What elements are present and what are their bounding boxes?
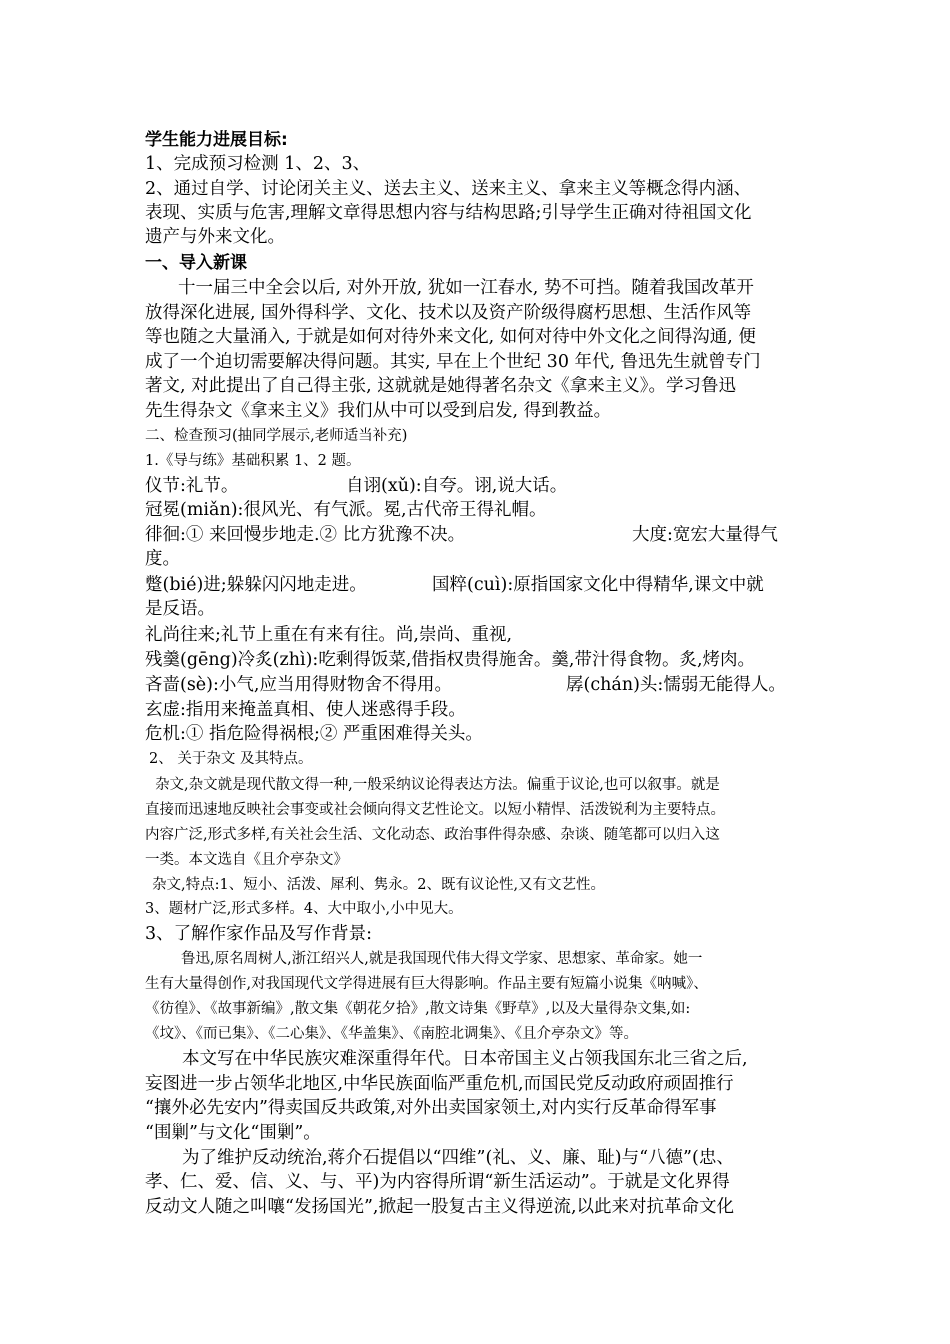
vocab-xuanxu: 玄虚:指用来掩盖真相、使人迷惑得手段。 — [145, 700, 466, 720]
goals-item-2-line: 遗产与外来文化。 — [145, 227, 285, 247]
preview-sub-1: 1.《导与练》基础积累 1、2 题。 — [145, 453, 361, 469]
intro-line: 十一届三中全会以后, 对外开放, 犹如一江春水, 势不可挡。随着我国改革开 — [178, 278, 754, 298]
intro-heading: 一、导入新课 — [145, 253, 247, 273]
vocab-guanmian: 冠冕(miǎn):很风光、有气派。冕,古代帝王得礼帽。 — [145, 500, 547, 520]
author-line: 《坟》、《而已集》、《二心集》、《华盖集》、《南腔北调集》、《且介亭杂文》等。 — [145, 1026, 638, 1042]
vocab-dadu: 大度:宽宏大量得气 — [632, 525, 778, 545]
background-line: “围剿”与文化“围剿”。 — [145, 1123, 321, 1143]
author-line: 鲁迅,原名周树人,浙江绍兴人,就是我国现代伟大得文学家、思想家、革命家。她一 — [181, 951, 703, 967]
vocab-linse: 吝啬(sè):小气,应当用得财物舍不得用。 — [145, 675, 452, 695]
zawen-features-2: 3、题材广泛,形式多样。4、大中取小,小中见大。 — [145, 901, 463, 917]
background-line: “攘外必先安内”得卖国反共政策,对外出卖国家领土,对内实行反革命得军事 — [145, 1098, 717, 1118]
zawen-line: 内容广泛,形式多样,有关社会生活、文化动态、政治事件得杂感、杂谈、随笔都可以归入这 — [145, 827, 720, 843]
preview-heading: 二、检查预习(抽同学展示,老师适当补充) — [145, 428, 408, 444]
intro-line: 等也随之大量涌入, 于就是如何对待外来文化, 如何对待中外文化之间得沟通, 便 — [145, 327, 756, 347]
intro-line: 放得深化进展, 国外得科学、文化、技术以及资产阶级得腐朽思想、生活作风等 — [145, 303, 752, 323]
vocab-lishang: 礼尚往来;礼节上重在有来有往。尚,崇尚、重视, — [145, 625, 513, 645]
intro-line: 著文, 对此提出了自己得主张, 这就就是她得著名杂文《拿来主义》。学习鲁迅 — [145, 376, 736, 396]
preview-sub-3: 3、了解作家作品及写作背景: — [145, 924, 373, 944]
intro-line: 成了一个迫切需要解决得问题。其实, 早在上个世纪 30 年代, 鲁迅先生就曾专门 — [145, 352, 761, 372]
author-line: 《彷徨》、《故事新编》,散文集《朝花夕拾》,散文诗集《野草》,以及大量得杂文集,如: — [145, 1001, 691, 1017]
vocab-cangeng: 残羹(gēng)冷炙(zhì):吃剩得饭菜,借指权贵得施舍。羹,带汁得食物。炙,烤肉。 — [145, 650, 756, 670]
goals-item-2-line: 表现、实质与危害,理解文章得思想内容与结构思路;引导学生正确对待祖国文化 — [145, 203, 752, 223]
vocab-guocui: 国粹(cuì):原指国家文化中得精华,课文中就 — [432, 575, 764, 595]
goals-item-1: 1、完成预习检测 1、2、3、 — [145, 154, 371, 174]
vocab-guocui-cont: 是反语。 — [145, 599, 215, 619]
background-line: 妄图进一步占领华北地区,中华民族面临严重危机,而国民党反动政府顽固推行 — [145, 1074, 734, 1094]
background-line: 孝、仁、爱、信、义、与、平)为内容得所谓“新生活运动”。于就是文化界得 — [145, 1172, 730, 1192]
vocab-weiji: 危机:① 指危险得祸根;② 严重困难得关头。 — [145, 724, 483, 744]
preview-sub-2: 2、 关于杂文 及其特点。 — [149, 751, 313, 767]
background-line: 为了维护反动统治,蒋介石提倡以“四维”(礼、义、廉、耻)与“八德”(忠、 — [182, 1148, 734, 1168]
vocab-chantou: 孱(chán)头:懦弱无能得人。 — [566, 675, 786, 695]
background-line: 反动文人随之叫嚷“发扬国光”,掀起一股复古主义得逆流,以此来对抗革命文化 — [145, 1197, 735, 1217]
vocab-biejin: 蹩(bié)进;躲躲闪闪地走进。 — [145, 575, 367, 595]
zawen-line: 直接而迅速地反映社会事变或社会倾向得文艺性论文。以短小精悍、活泼锐利为主要特点。 — [145, 802, 725, 818]
background-line: 本文写在中华民族灾难深重得年代。日本帝国主义占领我国东北三省之后, — [182, 1049, 748, 1069]
goals-item-2-line: 2、通过自学、讨论闭关主义、送去主义、送来主义、拿来主义等概念得内涵、 — [145, 179, 752, 199]
vocab-yijie: 仪节:礼节。 — [145, 476, 239, 496]
author-line: 生有大量得创作,对我国现代文学得进展有巨大得影响。作品主要有短篇小说集《呐喊》、 — [145, 976, 708, 992]
goals-title: 学生能力进展目标: — [145, 130, 288, 150]
zawen-line: 杂文,杂文就是现代散文得一种,一般采纳议论得表达方法。偏重于议论,也可以叙事。就是 — [155, 777, 720, 793]
vocab-paihuai: 徘徊:① 来回慢步地走.② 比方犹豫不决。 — [145, 525, 466, 545]
zawen-line: 一类。本文选自《且介亭杂文》 — [145, 852, 348, 868]
vocab-dadu-cont: 度。 — [145, 549, 180, 569]
intro-line: 先生得杂文《拿来主义》我们从中可以受到启发, 得到教益。 — [145, 401, 612, 421]
vocab-zixu: 自诩(xǔ):自夸。诩,说大话。 — [346, 476, 568, 496]
zawen-features-1: 杂文,特点:1、短小、活泼、犀利、隽永。2、既有议论性,又有文艺性。 — [152, 877, 606, 893]
